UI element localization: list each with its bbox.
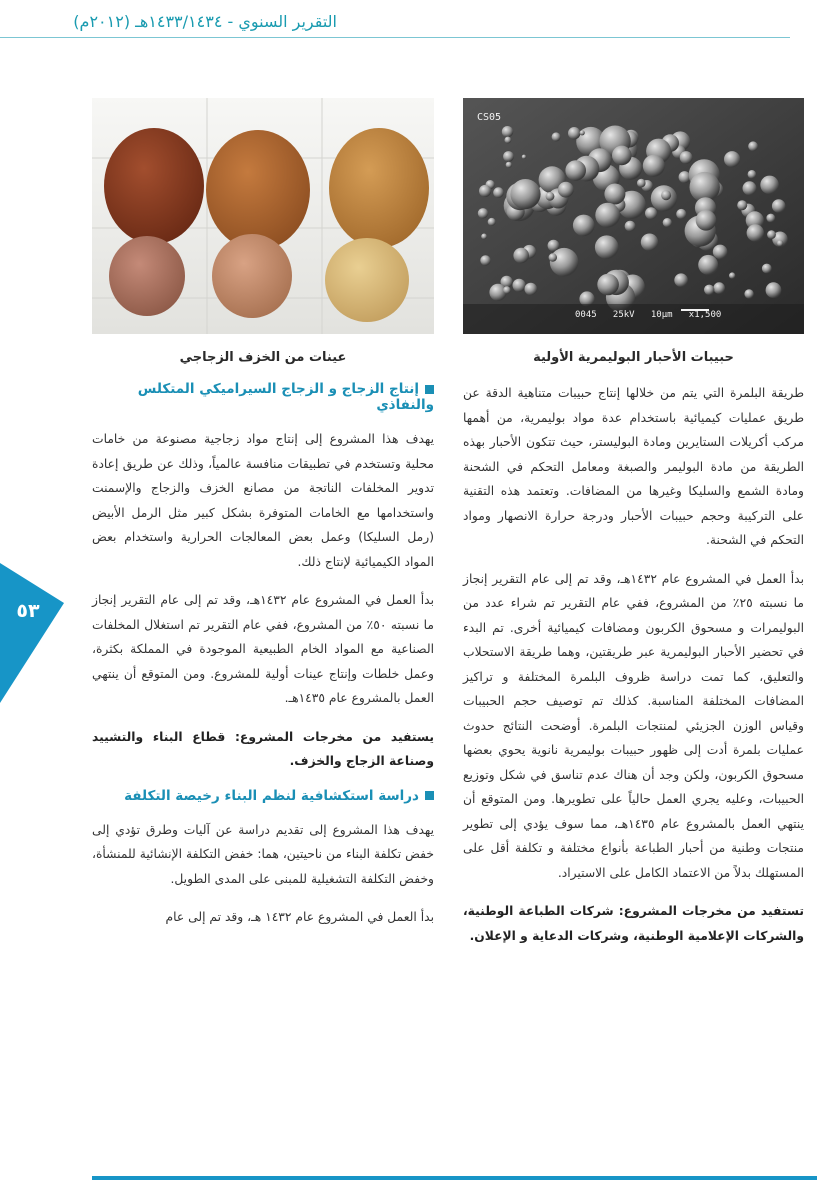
polymer-particle bbox=[713, 245, 728, 260]
section-heading: إنتاج الزجاج و الزجاج السيراميكي المتكلس والنفاذي bbox=[137, 381, 434, 413]
polymer-particle bbox=[573, 215, 595, 237]
polymer-particle bbox=[493, 187, 504, 198]
right-column bbox=[463, 98, 804, 962]
polymer-particle bbox=[748, 170, 757, 179]
polymer-particle bbox=[503, 286, 511, 294]
polymer-particle bbox=[549, 253, 557, 261]
header-divider bbox=[0, 37, 790, 38]
polymer-particle bbox=[729, 272, 735, 278]
polymer-particle bbox=[760, 176, 779, 195]
sample-label: CS05 bbox=[477, 112, 502, 123]
polymer-particle bbox=[568, 127, 580, 139]
polymer-particle bbox=[595, 235, 619, 259]
polymer-particle bbox=[744, 289, 753, 298]
sample-disc bbox=[325, 238, 409, 322]
polymer-particle bbox=[480, 255, 490, 265]
polymer-particle bbox=[676, 209, 686, 219]
left-column bbox=[92, 98, 434, 940]
polymer-particle bbox=[762, 264, 772, 274]
polymer-particle bbox=[766, 214, 775, 223]
polymer-particle bbox=[637, 179, 646, 188]
paragraph: بدأ العمل في المشروع عام ١٤٣٢ هـ، وقد تم إلى عام bbox=[165, 910, 434, 924]
sample-disc bbox=[329, 128, 429, 248]
polymer-particle bbox=[766, 282, 782, 298]
polymer-particle bbox=[696, 210, 717, 231]
polymer-particle bbox=[772, 199, 786, 213]
polymer-particle bbox=[743, 181, 757, 195]
polymer-particle bbox=[737, 200, 747, 210]
bullet-icon bbox=[425, 385, 434, 394]
section-heading: دراسة استكشافية لنظم البناء رخيصة التكلفة bbox=[92, 788, 434, 804]
polymer-particle bbox=[488, 218, 496, 226]
polymer-particle bbox=[748, 141, 758, 151]
sample-disc bbox=[109, 236, 185, 316]
polymer-particles-image bbox=[463, 98, 804, 334]
polymer-particle bbox=[546, 192, 555, 201]
polymer-particle bbox=[604, 184, 625, 205]
polymer-particle bbox=[612, 146, 632, 166]
polymer-particle bbox=[502, 126, 513, 137]
polymer-particle bbox=[565, 160, 586, 181]
polymer-particle bbox=[625, 221, 636, 232]
polymer-particle bbox=[597, 274, 619, 296]
paragraph: يهدف هذا المشروع إلى تقديم دراسة عن آليات وطرق تؤدي إلى خفض تكلفة البناء من ناحيتين، هما: خفض التكلفة الإنشائية للمنشأة، وخفض التكلفة التشغيلية للمبنى على المدى الطويل. bbox=[92, 822, 434, 886]
polymer-particle bbox=[661, 190, 671, 200]
polymer-particle bbox=[552, 132, 561, 141]
beneficiaries-paragraph: تستفيد من مخرجات المشروع: شركات الطباعة الوطنية، والشركات الإعلامية الوطنية، وشركات الدعاية و الإعلان. bbox=[463, 904, 804, 943]
polymer-particle bbox=[558, 182, 574, 198]
polymer-particle bbox=[580, 130, 585, 135]
scale-bar-label: 0045 25kV 10μm x1,500 bbox=[575, 310, 722, 320]
footer-divider bbox=[92, 1176, 817, 1180]
polymer-particle bbox=[747, 224, 764, 241]
paragraph: بدأ العمل في المشروع عام ١٤٣٢هـ، وقد تم إلى عام التقرير إنجاز ما نسبته ٥٠٪ من المشروع، ففي عام التقرير تم استغلال المخلفات الصناعية مع المواد الخام الطبيعية الموجودة في المملكة بكثرة، وعمل خلطات وإنتاج عينات أولية للمشروع. ومن المتوقع أن ينتهي العمل بالمشروع عام ١٤٣٥هـ. bbox=[92, 593, 435, 705]
beneficiaries-paragraph: يستفيد من مخرجات المشروع: قطاع البناء والتشييد وصناعة الزجاج والخزف. bbox=[92, 729, 434, 768]
polymer-particle bbox=[513, 279, 526, 292]
sample-disc bbox=[104, 128, 204, 244]
polymer-particle bbox=[525, 283, 538, 296]
polymer-particle bbox=[663, 218, 672, 227]
polymer-particle bbox=[513, 248, 529, 264]
polymer-particle bbox=[505, 137, 512, 144]
microscope-photo bbox=[463, 98, 804, 334]
polymer-particle bbox=[713, 282, 725, 294]
polymer-particle bbox=[595, 203, 620, 228]
report-header-title: التقرير السنوي - ١٤٣٣/١٤٣٤هـ (٢٠١٢م) bbox=[73, 12, 337, 31]
polymer-particle bbox=[510, 179, 540, 209]
polymer-particle bbox=[645, 207, 657, 219]
polymer-particle bbox=[674, 273, 688, 287]
polymer-particle bbox=[777, 240, 783, 246]
paragraph: طريقة البلمرة التي يتم من خلالها إنتاج حبيبات متناهية الدقة عن طريق عمليات كيميائية باستخدام عدة مواد بوليمرية، من أهمها مركب أكريلات الستايرين ومادة البوليستر، حيث تتكون الأحبار بهذه الطريقة من مادة البوليمر والصبغة ومعامل التحكم في الشحنة ومادة الشمع والسليكا وغيرها من المضافات. وتعتمد هذه التقنية على التركيبة وحجم حبيبات الأحبار ودرجة حرارة الانصهار ومواد التحكم في الشحنة. bbox=[463, 386, 804, 547]
page-tab bbox=[0, 563, 64, 703]
polymer-particle bbox=[481, 234, 487, 240]
ceramic-samples-photo bbox=[92, 98, 434, 334]
bullet-icon bbox=[425, 791, 434, 800]
polymer-particle bbox=[679, 171, 691, 183]
polymer-particle bbox=[479, 185, 491, 197]
polymer-particle bbox=[478, 208, 488, 218]
paragraph: يهدف هذا المشروع إلى إنتاج مواد زجاجية مصنوعة من خامات محلية وتستخدم في تطبيقات منافسة عالمياً، وذلك عن طريق إعادة تدوير المخلفات الناتجة من مصانع الخزف والزجاج والإسمنت واستخدامها مع الخامات المتوفرة بشكل كبير مثل الرمل الأبيض (رمل السليكا) وعمل بعض المعالجات الحرارية واستخدام بعض المواد الكيميائية لإنتاج ذلك. bbox=[92, 432, 434, 569]
polymer-particle bbox=[643, 155, 665, 177]
sample-disc bbox=[206, 130, 310, 250]
polymer-particle bbox=[680, 151, 693, 164]
glass-ceramic-samples-image bbox=[92, 98, 434, 334]
polymer-particle bbox=[522, 155, 526, 159]
polymer-particle bbox=[767, 230, 776, 239]
polymer-particle bbox=[503, 151, 514, 162]
sample-disc bbox=[212, 234, 292, 318]
polymer-particle bbox=[550, 248, 579, 277]
polymer-particle bbox=[698, 255, 718, 275]
page-number: ٥٣ bbox=[16, 600, 40, 622]
polymer-particle bbox=[704, 285, 714, 295]
polymer-particle bbox=[506, 162, 512, 168]
polymer-particle bbox=[724, 151, 740, 167]
polymer-particle bbox=[641, 234, 658, 251]
paragraph: بدأ العمل في المشروع عام ١٤٣٢هـ، وقد تم إلى عام التقرير إنجاز ما نسبته ٢٥٪ من المشروع، ففي عام التقرير تم شراء عدد من البوليمرات و مسحوق الكربون ومضافات كيميائية أخرى. تم البدء في تحضير الأحبار البوليمرية عبر طريقتين، وهما طريقة الاستحلاب والتعليق، كما تمت دراسة ظروف البلمرة المختلفة و تراكيز المضافات المختلفة المناسبة. كذلك تم توصيف حجم الحبيبات وقياس الوزن الجزيئي لمنتجات البلمرة. أوضحت النتائج حدوث عمليات بلمرة أدت إلى ظهور حبيبات بوليمرية نانوية يحوي بعضها مسحوق الكربون، ولكن وجد أن هناك عدم تناسق في شكل وتوزيع الحبيبات، وعليه يجري العمل حالياً على تطويرها. ومن المتوقع أن ينتهي العمل بالمشروع عام ١٤٣٥هـ، مما سوف يؤدي إلى تطوير منتجات وطنية من أحبار الطباعة بأنواع مختلفة و تكلفة أقل على المستهلك بدلاً من الاعتماد الكامل على الاستيراد. bbox=[463, 571, 805, 880]
image-caption: عينات من الخزف الزجاجي bbox=[179, 350, 347, 365]
image-caption: حبيبات الأحبار البوليمرية الأولية bbox=[533, 350, 734, 365]
